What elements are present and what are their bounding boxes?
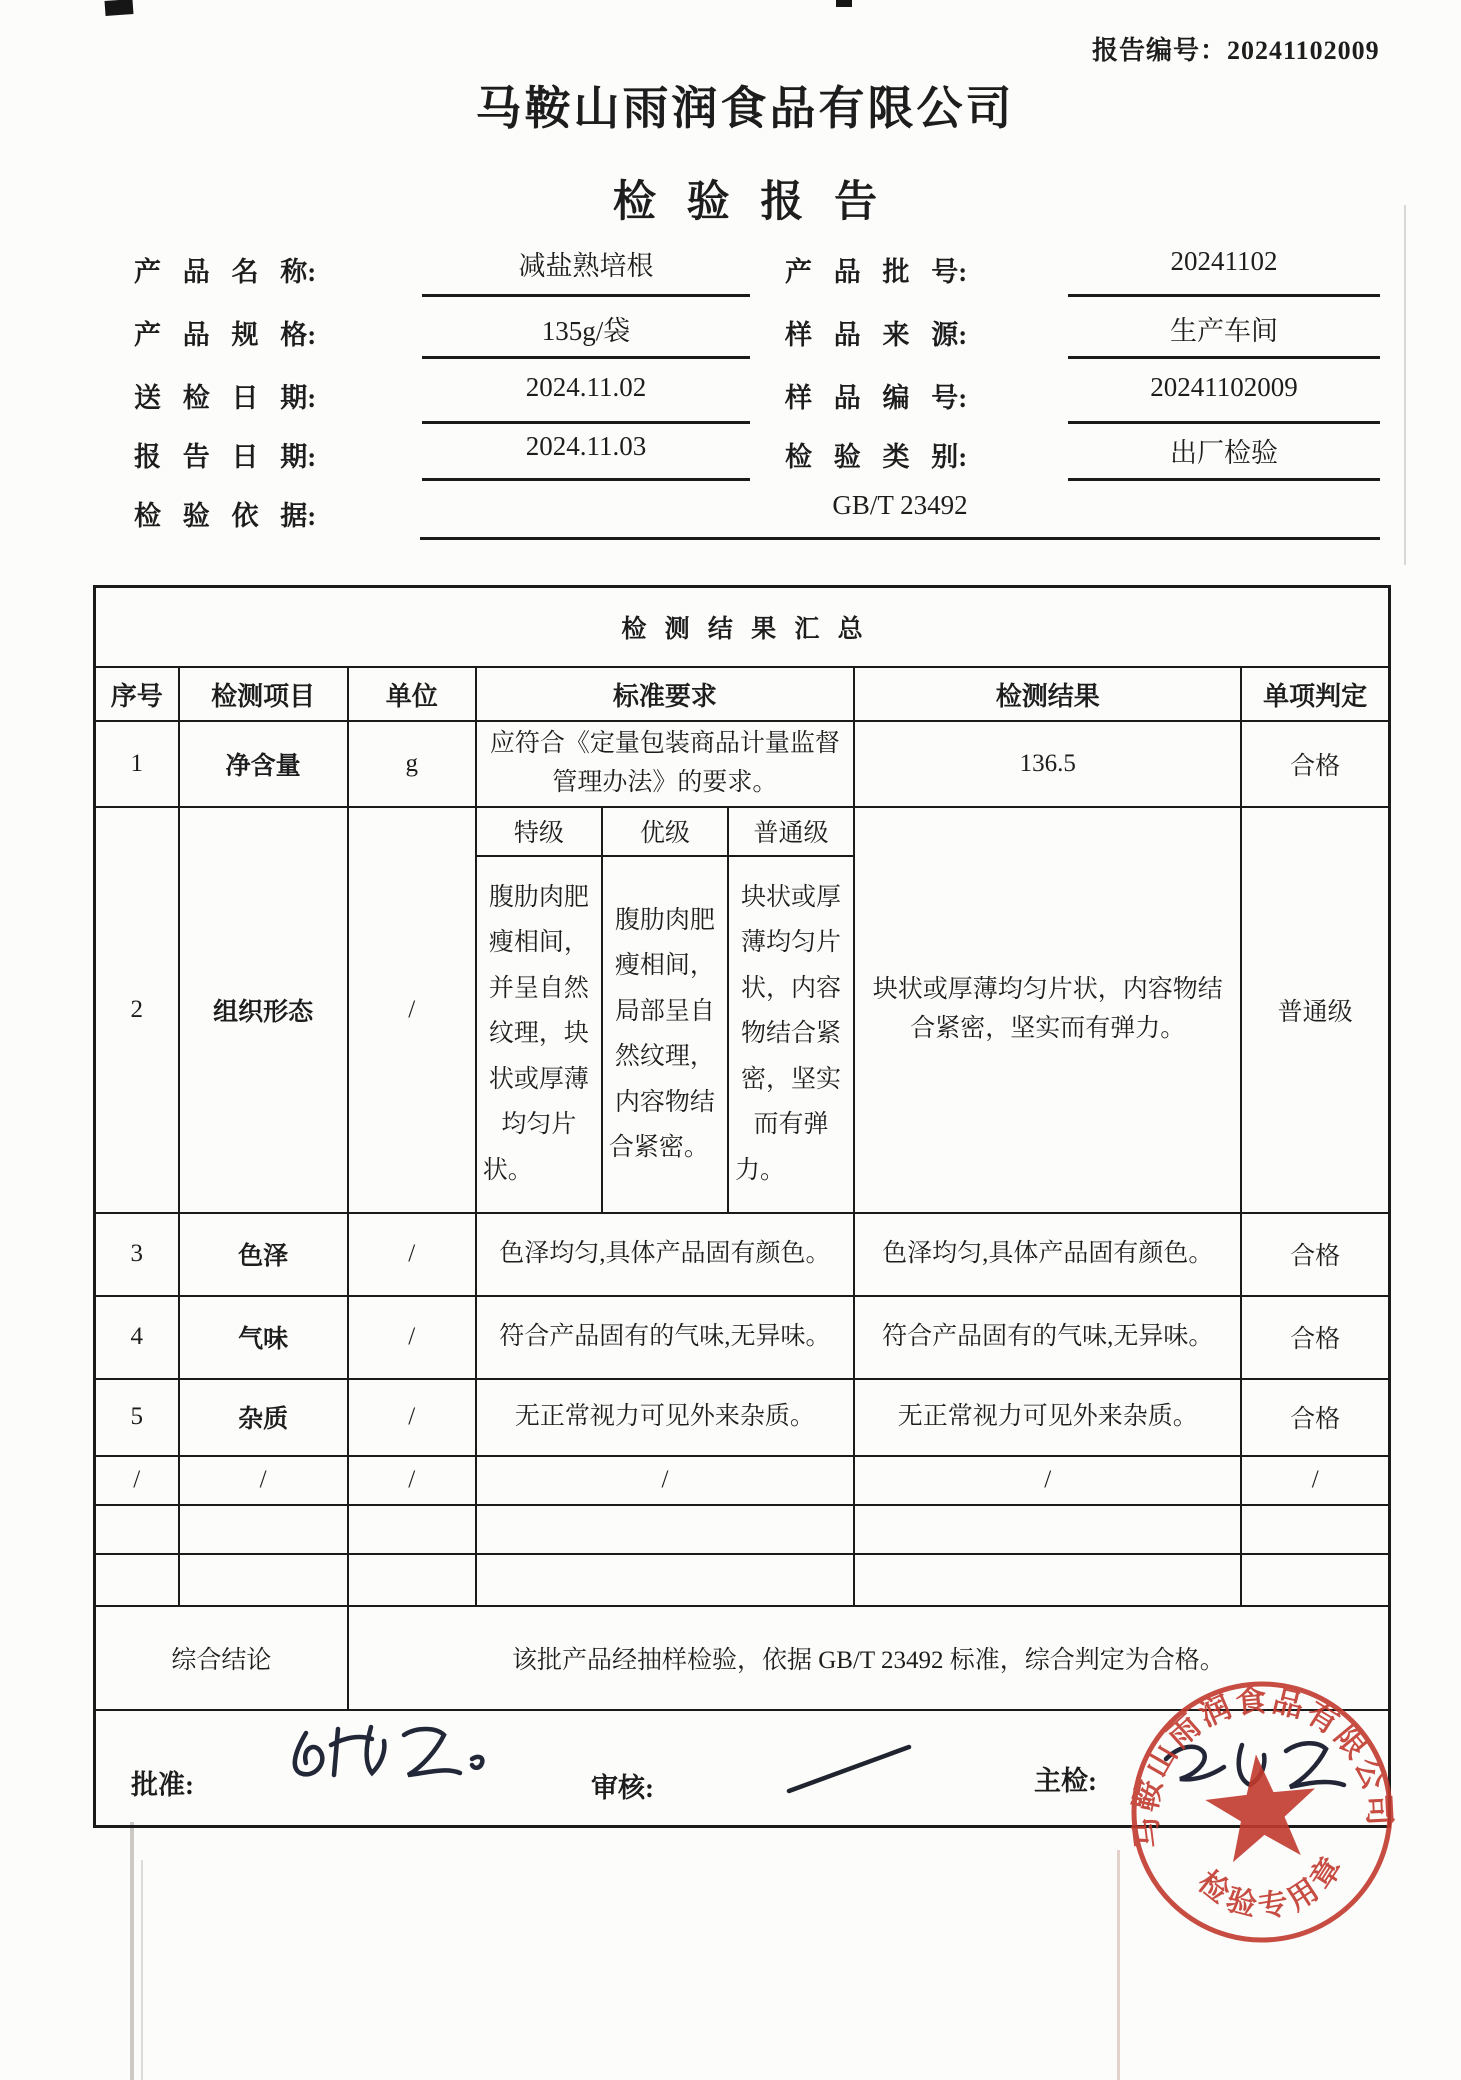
cell-slash: / — [348, 1456, 476, 1505]
col-header-seq: 序号 — [95, 667, 179, 721]
inspect-label: 主检: — [1034, 1765, 1097, 1796]
conclusion-text: 该批产品经抽样检验，依据 GB/T 23492 标准，综合判定为合格。 — [348, 1606, 1390, 1710]
empty-cell — [95, 1554, 179, 1606]
underline — [1068, 478, 1380, 481]
field-label-product-name: 产 品 名 称: — [134, 257, 317, 287]
underline — [422, 421, 750, 424]
field-label-report-date: 报 告 日 期: — [134, 442, 317, 472]
cell-slash: / — [179, 1456, 348, 1505]
cell-judgement: 普通级 — [1241, 807, 1389, 1213]
cell-standard-premium: 腹肋肉肥瘦相间，局部呈自然纹理，内容物结合紧密。 — [602, 856, 728, 1213]
review-label: 审核: — [591, 1772, 654, 1803]
empty-cell — [348, 1505, 476, 1554]
cell-item: 净含量 — [179, 721, 348, 807]
cell-standard: 应符合《定量包装商品计量监督管理办法》的要求。 — [476, 721, 854, 807]
field-label-inspection-type: 检 验 类 别: — [785, 442, 968, 472]
grade-header-special: 特级 — [476, 807, 602, 856]
col-header-result: 检测结果 — [854, 667, 1241, 721]
field-label-submit-date: 送 检 日 期: — [134, 383, 317, 413]
cell-result: 块状或厚薄均匀片状，内容物结合紧密，坚实而有弹力。 — [854, 807, 1241, 1213]
field-value-batch-no: 20241102 — [1170, 246, 1278, 276]
stamp-bottom-text: 检验专用章 — [1191, 1846, 1352, 1925]
cell-unit: g — [348, 721, 476, 807]
empty-cell — [95, 1505, 179, 1554]
table-row — [95, 1379, 1390, 1456]
report-number-value: 20241102009 — [1227, 36, 1380, 65]
col-header-judgement: 单项判定 — [1241, 667, 1389, 721]
cell-seq: 1 — [95, 721, 179, 807]
col-header-standard: 标准要求 — [476, 667, 854, 721]
review-signature — [781, 1741, 921, 1796]
grade-header-premium: 优级 — [602, 807, 728, 856]
cell-judgement: 合格 — [1241, 721, 1389, 807]
field-label-spec: 产 品 规 格: — [134, 320, 317, 350]
field-label-sample-source: 样 品 来 源: — [785, 320, 968, 350]
empty-cell — [476, 1505, 854, 1554]
table-row — [95, 807, 1390, 856]
conclusion-label: 综合结论 — [95, 1606, 348, 1710]
field-value-sample-source: 生产车间 — [1170, 316, 1278, 346]
cell-unit: / — [348, 1379, 476, 1456]
cell-slash: / — [854, 1456, 1241, 1505]
cell-item: 组织形态 — [179, 807, 348, 1213]
scan-mark-top-center — [836, 0, 852, 7]
report-number — [1092, 30, 1380, 67]
empty-cell — [476, 1554, 854, 1606]
field-value-product-name: 减盐熟培根 — [518, 251, 654, 281]
underline — [1068, 294, 1380, 297]
underline — [1068, 421, 1380, 424]
cell-unit: / — [348, 1213, 476, 1296]
field-value-inspection-basis: GB/T 23492 — [832, 490, 968, 520]
empty-cell — [1241, 1505, 1389, 1554]
cell-slash: / — [95, 1456, 179, 1505]
table-row — [95, 1296, 1390, 1379]
col-header-unit: 单位 — [348, 667, 476, 721]
cell-unit: / — [348, 807, 476, 1213]
field-value-inspection-type: 出厂检验 — [1170, 438, 1278, 468]
cell-judgement: 合格 — [1241, 1379, 1389, 1456]
table-row — [95, 1213, 1390, 1296]
cell-seq: 2 — [95, 807, 179, 1213]
company-name: 马鞍山雨润食品有限公司 — [475, 83, 1015, 134]
cell-slash: / — [1241, 1456, 1389, 1505]
cell-item: 气味 — [179, 1296, 348, 1379]
col-header-item: 检测项目 — [179, 667, 348, 721]
inspection-stamp — [1110, 1660, 1413, 1963]
scan-streak-right — [1117, 1850, 1120, 2080]
report-number-label: 报告编号： — [1092, 36, 1228, 65]
result-summary-table — [93, 585, 1391, 1828]
field-label-batch-no: 产 品 批 号: — [785, 257, 968, 287]
field-label-inspection-basis: 检 验 依 据: — [134, 501, 317, 531]
cell-seq: 4 — [95, 1296, 179, 1379]
cell-result: 符合产品固有的气味,无异味。 — [854, 1296, 1241, 1379]
document-title: 检 验 报 告 — [612, 179, 878, 226]
cell-seq: 3 — [95, 1213, 179, 1296]
field-value-report-date: 2024.11.03 — [525, 431, 647, 461]
cell-item: 杂质 — [179, 1379, 348, 1456]
cell-standard-common: 块状或厚薄均匀片状，内容物结合紧密，坚实而有弹力。 — [728, 856, 854, 1213]
field-value-sample-no: 20241102009 — [1150, 372, 1298, 402]
table-row-empty — [95, 1505, 1390, 1554]
underline — [422, 478, 750, 481]
empty-cell — [854, 1505, 1241, 1554]
cell-standard: 色泽均匀,具体产品固有颜色。 — [476, 1213, 854, 1296]
underline — [422, 356, 750, 359]
field-label-sample-no: 样 品 编 号: — [785, 383, 968, 413]
empty-cell — [854, 1554, 1241, 1606]
table-row-slash — [95, 1456, 1390, 1505]
scan-edge-line — [1404, 205, 1406, 565]
empty-cell — [179, 1505, 348, 1554]
scan-streak-left — [130, 1822, 134, 2080]
cell-slash: / — [476, 1456, 854, 1505]
cell-result: 无正常视力可见外来杂质。 — [854, 1379, 1241, 1456]
approve-signature — [276, 1715, 526, 1795]
scan-mark-top-left — [105, 0, 134, 16]
cell-seq: 5 — [95, 1379, 179, 1456]
underline — [420, 537, 1380, 540]
cell-standard: 无正常视力可见外来杂质。 — [476, 1379, 854, 1456]
empty-cell — [348, 1554, 476, 1606]
underline — [1068, 356, 1380, 359]
cell-standard: 符合产品固有的气味,无异味。 — [476, 1296, 854, 1379]
cell-unit: / — [348, 1296, 476, 1379]
table-title: 检 测 结 果 汇 总 — [95, 587, 1390, 668]
stamp-company-text: 马鞍山雨润食品有限公司 — [1127, 1682, 1398, 1851]
field-value-submit-date: 2024.11.02 — [525, 372, 647, 402]
empty-cell — [1241, 1554, 1389, 1606]
table-row-empty — [95, 1554, 1390, 1606]
cell-judgement: 合格 — [1241, 1213, 1389, 1296]
scan-streak-left-2 — [141, 1860, 143, 2080]
approve-label: 批准: — [131, 1769, 194, 1800]
cell-result: 136.5 — [854, 721, 1241, 807]
underline — [422, 294, 750, 297]
cell-item: 色泽 — [179, 1213, 348, 1296]
stamp-star-icon — [1201, 1749, 1322, 1865]
cell-standard-special: 腹肋肉肥瘦相间，并呈自然纹理，块状或厚薄均匀片状。 — [476, 856, 602, 1213]
field-value-spec: 135g/袋 — [541, 316, 631, 346]
cell-result: 色泽均匀,具体产品固有颜色。 — [854, 1213, 1241, 1296]
grade-header-common: 普通级 — [728, 807, 854, 856]
cell-judgement: 合格 — [1241, 1296, 1389, 1379]
empty-cell — [179, 1554, 348, 1606]
table-row — [95, 721, 1390, 807]
